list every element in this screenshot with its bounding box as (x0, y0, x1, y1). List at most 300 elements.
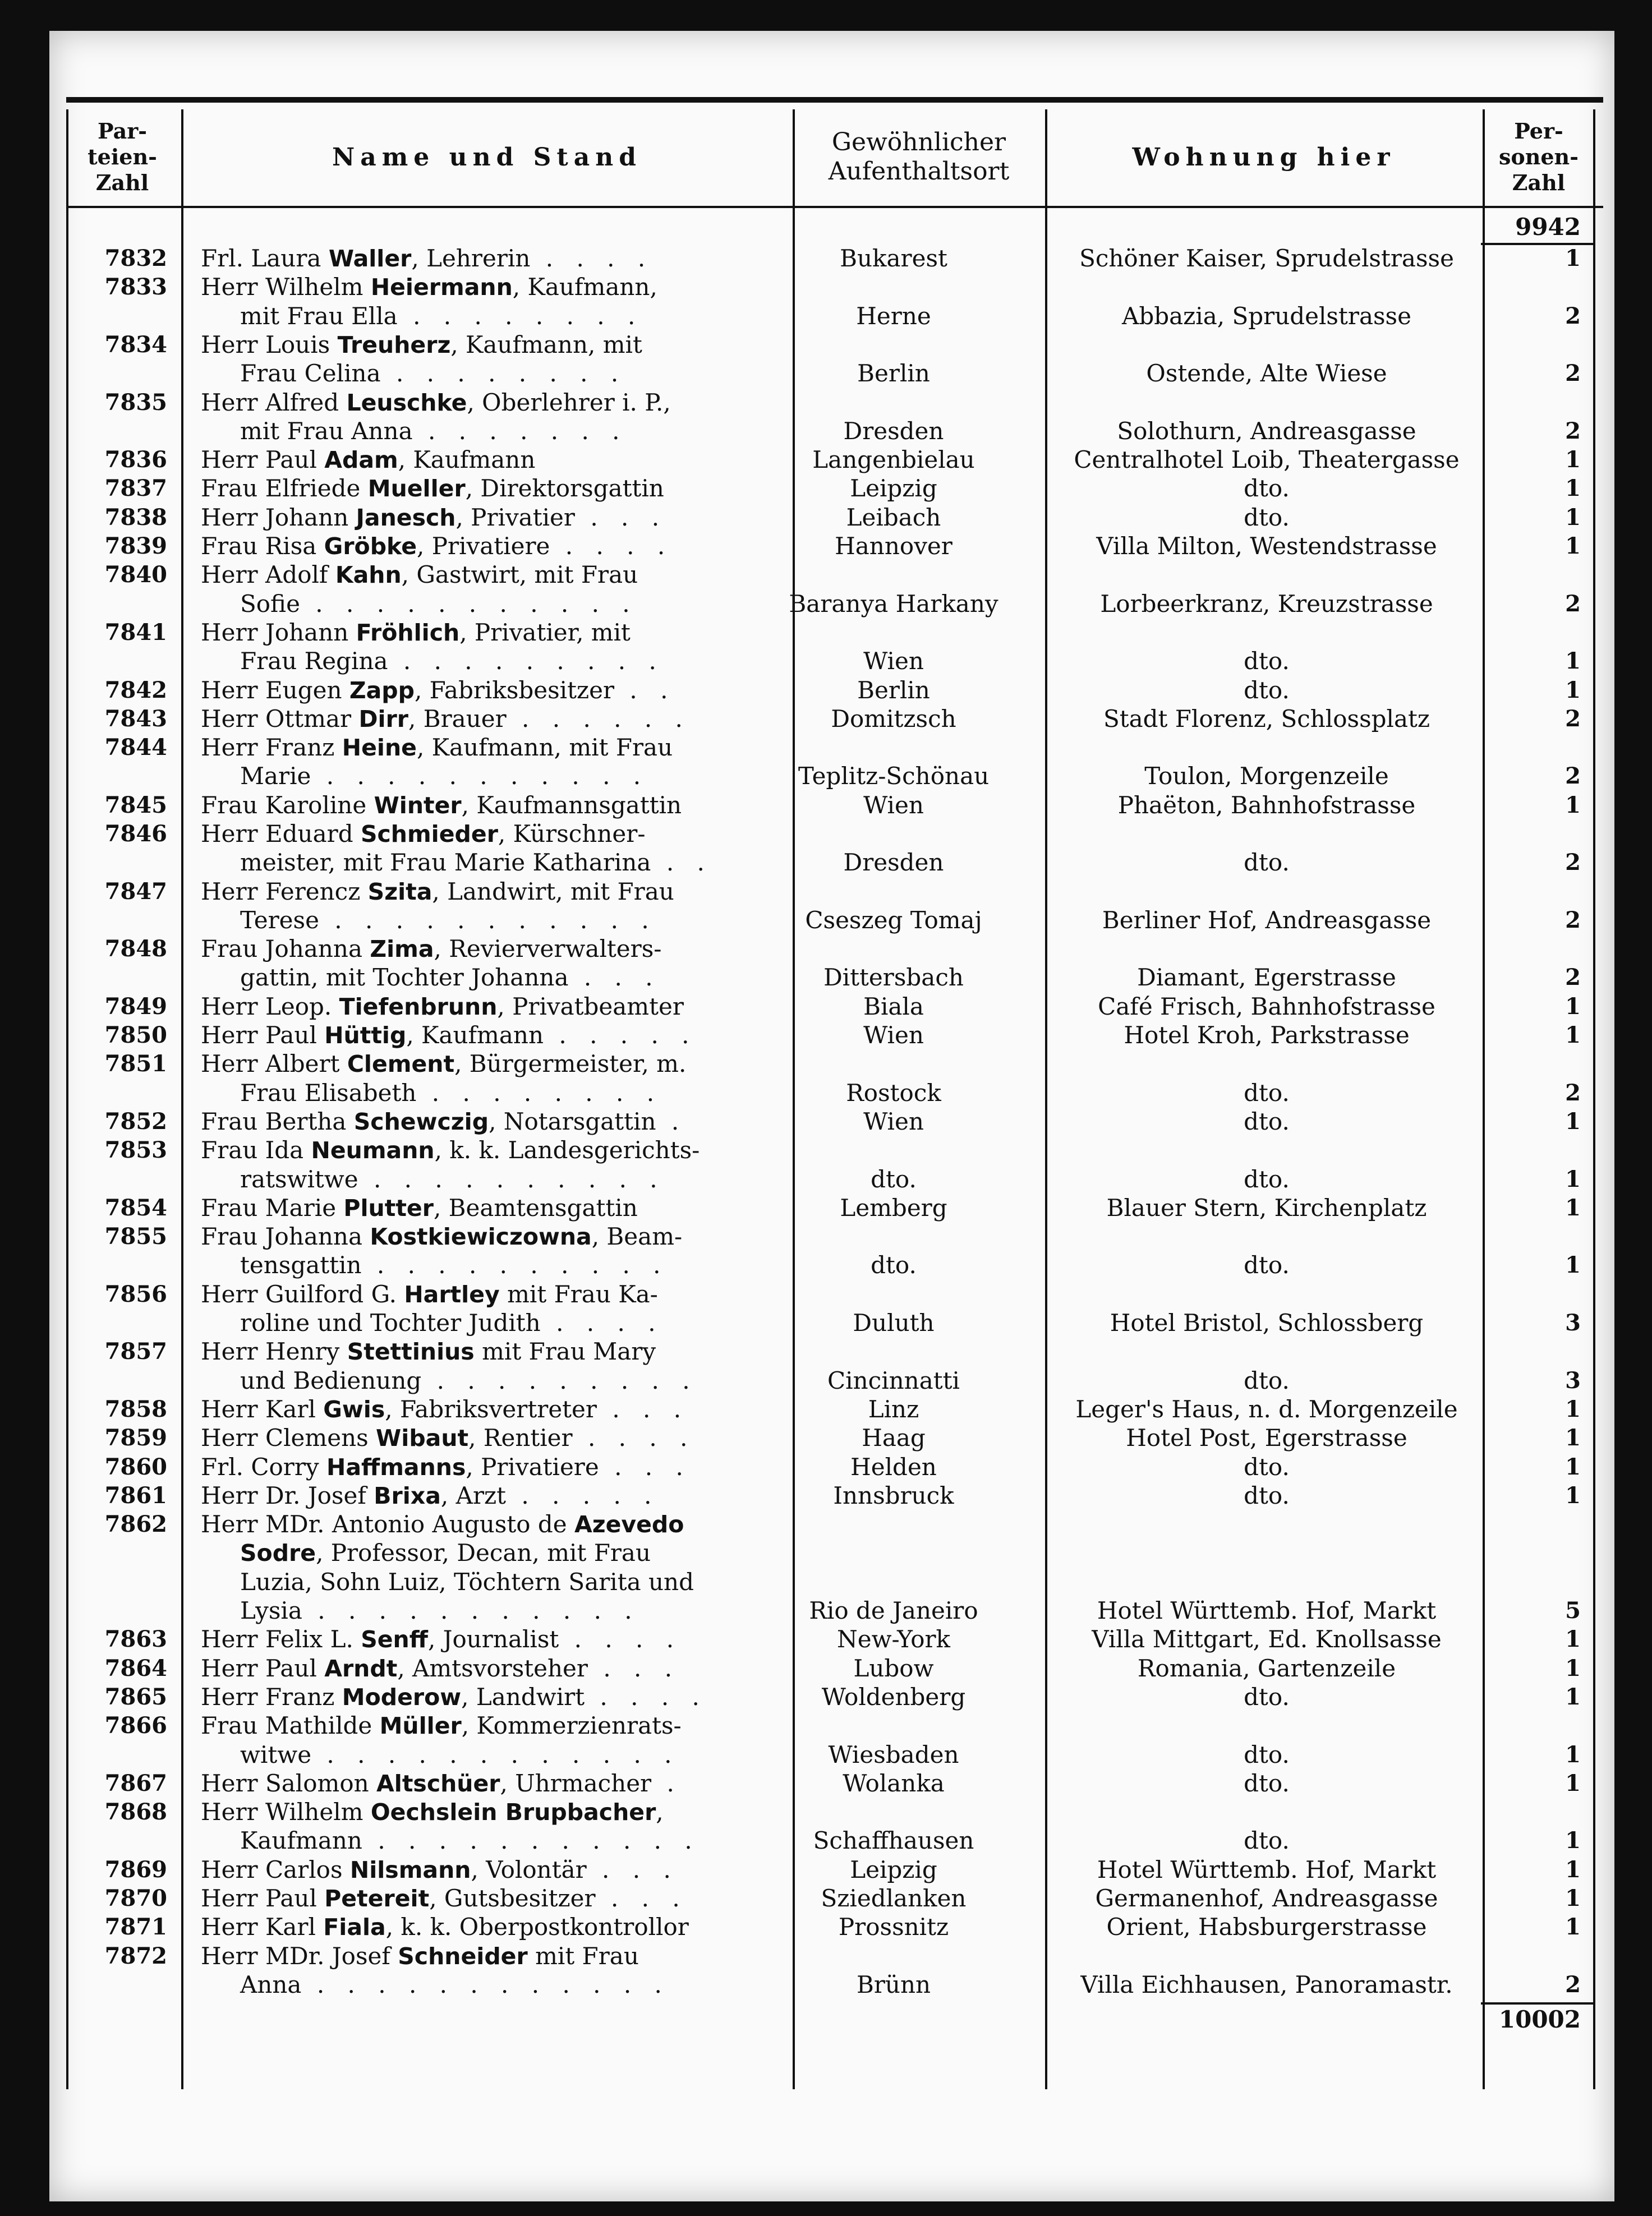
usual-residence: Wien (863, 791, 924, 819)
local-address: dto. (1244, 503, 1290, 531)
guest-name-status (201, 733, 762, 791)
party-number: 7842 (104, 676, 167, 703)
name-prefix: Herr Dr. Josef (201, 1481, 374, 1509)
name-prefix: Herr Johann (201, 618, 356, 646)
surname: Waller (328, 245, 412, 272)
guest-name-status (201, 1942, 762, 2000)
name-prefix: Herr Wilhelm (201, 1798, 371, 1826)
register-row (49, 1453, 1614, 1481)
name-prefix: Herr Ottmar (201, 704, 359, 732)
register-row (49, 1769, 1614, 1798)
name-line (201, 1049, 762, 1078)
name-suffix: , Kaufmannsgattin (461, 791, 682, 819)
person-count: 1 (1565, 648, 1581, 675)
header-persons-line1: Per- (1514, 118, 1563, 144)
name-line (201, 1021, 762, 1049)
party-number: 7837 (104, 475, 167, 502)
name-prefix: Frau Johanna (201, 1223, 370, 1251)
surname: Hüttig (324, 1022, 407, 1049)
party-number: 7852 (104, 1108, 167, 1135)
name-prefix: Herr Eduard (201, 820, 361, 847)
person-count: 3 (1565, 1367, 1581, 1394)
name-line (201, 1079, 762, 1107)
guest-name-status (201, 1423, 762, 1452)
name-prefix: Herr Adolf (201, 561, 335, 589)
name-prefix: Herr Albert (201, 1050, 347, 1078)
register-row (49, 1107, 1614, 1136)
local-address: Café Frisch, Bahnhofstrasse (1098, 992, 1435, 1020)
header-name-status-label: Name und Stand (332, 142, 642, 172)
party-number: 7863 (104, 1626, 167, 1653)
local-address: Villa Milton, Westendstrasse (1096, 532, 1437, 560)
person-count: 1 (1565, 1252, 1581, 1279)
register-row (49, 1654, 1614, 1683)
guest-name-status (201, 1654, 762, 1683)
name-prefix: Frau Elfriede (201, 474, 368, 503)
guest-name-status (201, 1453, 762, 1481)
name-line (201, 417, 762, 445)
surname: Heiermann (370, 274, 513, 301)
guest-name-status (201, 1798, 762, 1855)
person-count: 1 (1565, 1453, 1581, 1480)
party-number: 7861 (104, 1482, 167, 1509)
usual-residence: Wien (863, 1108, 924, 1135)
final-total: 10002 (1498, 2006, 1581, 2034)
local-address: Hotel Württemb. Hof, Markt (1097, 1855, 1437, 1883)
leader-dots: . . . . . . . . . . (361, 1251, 669, 1279)
name-line (201, 330, 762, 359)
local-address: Villa Mittgart, Ed. Knollsasse (1092, 1625, 1442, 1653)
name-line (201, 359, 762, 388)
name-line (201, 474, 762, 503)
party-number: 7865 (104, 1684, 167, 1710)
party-number: 7869 (104, 1856, 167, 1883)
local-address: dto. (1244, 676, 1290, 704)
person-count: 1 (1565, 1194, 1581, 1221)
name-suffix: , Lehrerin (411, 245, 531, 272)
register-row (49, 503, 1614, 532)
surname: Heine (342, 734, 417, 762)
header-name-status (184, 109, 790, 205)
local-address: Blauer Stern, Kirchenplatz (1106, 1194, 1427, 1222)
usual-residence: Langenbielau (812, 446, 975, 474)
local-address: Hotel Kroh, Parkstrasse (1124, 1021, 1410, 1049)
surname: Kahn (335, 561, 402, 589)
leader-dots: . (651, 1769, 682, 1797)
name-prefix: Frau Elisabeth (240, 1079, 417, 1107)
guest-name-status (201, 1855, 762, 1884)
name-prefix: Herr Louis (201, 330, 338, 358)
name-prefix: Kaufmann (240, 1827, 362, 1855)
register-row (49, 934, 1614, 992)
name-line (201, 877, 762, 906)
register-row (49, 273, 1614, 330)
local-address: Romania, Gartenzeile (1137, 1654, 1396, 1682)
name-prefix: Frau Mathilde (201, 1712, 380, 1740)
guest-name-status (201, 388, 762, 446)
name-line (201, 1165, 762, 1194)
local-address: Hotel Post, Egerstrasse (1126, 1424, 1407, 1452)
register-row (49, 704, 1614, 733)
name-prefix: Herr Paul (201, 446, 325, 474)
local-address: Stadt Florenz, Schlossplatz (1103, 704, 1430, 732)
register-row (49, 1683, 1614, 1711)
surname: Kostkiewiczowna (370, 1223, 592, 1251)
person-count: 1 (1565, 1396, 1581, 1422)
surname: Schneider (398, 1942, 528, 1970)
name-suffix: , Volontär (471, 1855, 587, 1883)
guest-name-status (201, 1194, 762, 1222)
usual-residence: dto. (871, 1251, 917, 1279)
local-address: dto. (1244, 1165, 1290, 1193)
name-prefix: Herr MDr. Antonio Augusto de (201, 1510, 574, 1538)
guest-name-status (201, 1136, 762, 1194)
surname: Petereit (324, 1885, 430, 1913)
name-prefix: Herr Paul (201, 1654, 325, 1682)
leader-dots: . . . . (540, 1309, 664, 1337)
name-prefix: Frau Bertha (201, 1108, 354, 1135)
header-rule (66, 206, 1603, 208)
name-line (201, 934, 762, 963)
leader-dots: . . . (596, 1395, 689, 1423)
party-number: 7843 (104, 705, 167, 732)
name-prefix: mit Frau Anna (240, 417, 413, 445)
person-count: 2 (1565, 849, 1581, 876)
local-address: dto. (1244, 1251, 1290, 1279)
register-row (49, 733, 1614, 791)
party-number: 7867 (104, 1770, 167, 1796)
name-line (201, 1107, 762, 1136)
leader-dots: . . . . . . . . . . . (319, 906, 657, 934)
guest-name-status (201, 676, 762, 704)
guest-name-status (201, 1395, 762, 1423)
name-line (201, 1769, 762, 1798)
name-line (201, 762, 762, 790)
party-number: 7853 (104, 1137, 167, 1164)
name-line (201, 1596, 762, 1625)
register-row (49, 1021, 1614, 1049)
guest-name-status (201, 273, 762, 330)
usual-residence: Biala (863, 992, 924, 1020)
person-count: 1 (1565, 1108, 1581, 1135)
party-number: 7868 (104, 1799, 167, 1826)
name-suffix: , k. k. Landesgerichts- (434, 1136, 700, 1164)
name-suffix: , Revierverwalters- (434, 935, 662, 963)
surname: Brixa (374, 1482, 441, 1509)
name-prefix: Herr Henry (201, 1338, 347, 1366)
guest-name-status (201, 330, 762, 388)
local-address: Hotel Württemb. Hof, Markt (1097, 1597, 1437, 1625)
surname: Janesch (356, 504, 456, 531)
name-prefix: Herr Clemens (201, 1424, 376, 1452)
name-prefix: Frau Regina (240, 647, 388, 675)
local-address: dto. (1244, 1366, 1290, 1394)
name-prefix: Herr Carlos (201, 1855, 350, 1883)
party-number: 7870 (104, 1885, 167, 1912)
name-line (201, 503, 762, 532)
local-address: dto. (1244, 1827, 1290, 1855)
guest-name-status (201, 560, 762, 618)
surname: Adam (324, 446, 398, 474)
usual-residence: Brünn (856, 1970, 931, 1998)
leader-dots: . . . . (530, 245, 654, 272)
name-suffix: , Professor, Decan, mit Frau (316, 1539, 651, 1567)
name-suffix: , Gastwirt, mit Frau (401, 561, 638, 589)
party-number: 7871 (104, 1914, 167, 1941)
name-suffix: , Uhrmacher (500, 1769, 652, 1797)
party-number: 7833 (104, 274, 167, 301)
register-row (49, 1136, 1614, 1194)
name-suffix: , Kaufmann, mit Frau (416, 734, 673, 762)
register-row (49, 532, 1614, 560)
name-suffix: , Privatiere (417, 532, 550, 560)
name-prefix: Herr Paul (201, 1021, 325, 1049)
name-line (201, 1568, 762, 1596)
surname: Fröhlich (356, 619, 460, 646)
name-line (201, 1538, 762, 1567)
name-line (201, 1855, 762, 1884)
header-origin-line2: Aufenthaltsort (828, 157, 1010, 186)
header-persons-line3: Zahl (1512, 170, 1566, 195)
usual-residence: Leibach (846, 503, 941, 531)
local-address: dto. (1244, 647, 1290, 675)
leader-dots: . . . . . . . . . . . (311, 762, 649, 790)
name-line (201, 1251, 762, 1279)
name-prefix: Frl. Corry (201, 1453, 327, 1481)
name-line (201, 1280, 762, 1309)
surname: Azevedo (574, 1511, 684, 1538)
guest-name-status (201, 1769, 762, 1798)
name-line (201, 1309, 762, 1337)
local-address: dto. (1244, 474, 1290, 503)
header-persons (1485, 109, 1592, 205)
leader-dots: . . . . . . . . . (421, 1366, 698, 1394)
name-line (201, 1395, 762, 1423)
name-suffix: , Kaufmann, (512, 273, 657, 301)
name-line (201, 302, 762, 330)
usual-residence: Berlin (857, 360, 930, 388)
name-line (201, 1337, 762, 1366)
local-address: Solothurn, Andreasgasse (1117, 417, 1416, 445)
guest-name-status (201, 532, 762, 560)
usual-residence: Haag (862, 1424, 926, 1452)
name-prefix: Herr Ferencz (201, 877, 368, 905)
surname: Schewczig (353, 1108, 489, 1135)
usual-residence: Wiesbaden (828, 1740, 959, 1768)
leader-dots: . . . . . . (506, 704, 691, 732)
name-prefix: Terese (240, 906, 319, 934)
person-count: 1 (1565, 1856, 1581, 1883)
name-prefix: Anna (240, 1970, 302, 1998)
usual-residence: dto. (871, 1165, 917, 1193)
name-prefix: Marie (240, 762, 311, 790)
name-prefix: Herr Salomon (201, 1769, 377, 1797)
local-address: dto. (1244, 1079, 1290, 1107)
surname: Zapp (349, 676, 415, 704)
party-number: 7864 (104, 1655, 167, 1681)
usual-residence: Dresden (843, 417, 944, 445)
person-count: 1 (1565, 1885, 1581, 1912)
usual-residence: Cincinnatti (827, 1366, 960, 1394)
name-line (201, 647, 762, 675)
guest-name-status (201, 445, 762, 474)
person-count: 5 (1565, 1597, 1581, 1624)
top-rule (66, 97, 1603, 103)
surname: Gröbke (324, 533, 417, 560)
usual-residence: Prossnitz (838, 1913, 949, 1941)
usual-residence: Bukarest (840, 245, 947, 272)
name-line (201, 1654, 762, 1683)
usual-residence: Wolanka (843, 1769, 945, 1797)
local-address: Abbazia, Sprudelstrasse (1122, 302, 1411, 330)
local-address: Lorbeerkranz, Kreuzstrasse (1100, 589, 1433, 618)
guest-name-status (201, 1222, 762, 1280)
guest-name-status (201, 503, 762, 532)
leader-dots: . . . . . . . . (397, 302, 643, 330)
leader-dots: . . . (568, 964, 661, 992)
usual-residence: Rio de Janeiro (809, 1597, 978, 1625)
surname: Oechslein Brupbacher (370, 1799, 656, 1826)
party-number: 7839 (104, 533, 167, 559)
party-number: 7841 (104, 619, 167, 646)
usual-residence: Linz (868, 1395, 919, 1423)
person-count: 1 (1565, 1425, 1581, 1452)
local-address: Diamant, Egerstrasse (1137, 964, 1396, 992)
guest-name-status (201, 1049, 762, 1107)
usual-residence: Wien (863, 647, 924, 675)
guest-name-status (201, 1280, 762, 1338)
person-count: 2 (1565, 705, 1581, 732)
surname: Leuschke (346, 389, 467, 416)
person-count: 1 (1565, 1022, 1581, 1049)
name-line (201, 963, 762, 992)
name-line (201, 1136, 762, 1164)
guest-name-status (201, 877, 762, 935)
guest-name-status (201, 1913, 762, 1941)
party-number: 7850 (104, 1022, 167, 1049)
register-row (49, 388, 1614, 446)
name-line (201, 618, 762, 647)
header-persons-line2: sonen- (1499, 144, 1579, 169)
surname: Treuherz (337, 331, 451, 358)
name-prefix: Frau Marie (201, 1194, 344, 1222)
local-address: Hotel Bristol, Schlossberg (1110, 1309, 1424, 1337)
usual-residence: Baranya Harkany (789, 589, 998, 618)
header-origin (795, 109, 1042, 205)
usual-residence: Wien (863, 1021, 924, 1049)
name-line (201, 1798, 762, 1826)
name-line (201, 589, 762, 618)
surname: Zima (370, 936, 434, 963)
surname: Mueller (367, 475, 466, 503)
usual-residence: Lemberg (840, 1194, 947, 1222)
register-row (49, 1280, 1614, 1338)
person-count: 1 (1565, 1655, 1581, 1681)
guest-name-status (201, 474, 762, 503)
register-row (49, 676, 1614, 704)
name-suffix: , Rentier (468, 1424, 573, 1452)
party-number: 7866 (104, 1712, 167, 1739)
register-row (49, 560, 1614, 618)
person-count: 3 (1565, 1310, 1581, 1337)
person-count: 2 (1565, 360, 1581, 387)
usual-residence: Rostock (846, 1079, 941, 1107)
party-number: 7834 (104, 331, 167, 358)
register-row (49, 445, 1614, 474)
name-line (201, 819, 762, 848)
header-origin-line1: Gewöhnlicher (831, 128, 1006, 156)
surname: Plutter (343, 1194, 434, 1222)
party-number: 7838 (104, 504, 167, 531)
name-suffix: mit Frau (527, 1942, 639, 1970)
name-suffix: , Journalist (427, 1625, 559, 1653)
name-line (201, 1481, 762, 1510)
name-suffix: , Kommerzienrats- (461, 1712, 682, 1740)
name-prefix: meister, mit Frau Marie Katharina (240, 849, 651, 877)
leader-dots: . . . . (559, 1625, 682, 1653)
person-count: 1 (1565, 676, 1581, 703)
carry-over-total: 9942 (1515, 213, 1581, 241)
name-suffix: , Privatiere (466, 1453, 599, 1481)
party-number: 7846 (104, 821, 167, 847)
name-line (201, 704, 762, 733)
surname: Winter (374, 791, 462, 819)
name-suffix: , Oberlehrer i. P., (467, 388, 671, 416)
leader-dots: . . . . . . . . . . . (362, 1827, 700, 1855)
usual-residence: Leipzig (850, 474, 937, 503)
header-party-line2: teien- (88, 144, 157, 169)
header-party-number (66, 109, 178, 205)
name-line (201, 848, 762, 877)
leader-dots: . . . . . (544, 1021, 697, 1049)
name-prefix: witwe (240, 1740, 312, 1768)
name-prefix: Herr MDr. Josef (201, 1942, 398, 1970)
leader-dots: . . (651, 849, 712, 877)
usual-residence: Hannover (835, 532, 952, 560)
guest-name-status (201, 1021, 762, 1049)
local-address: Schöner Kaiser, Sprudelstrasse (1079, 245, 1454, 272)
name-suffix: , Privatier, mit (459, 618, 631, 646)
name-suffix: , Kaufmann (406, 1021, 544, 1049)
name-prefix: Herr Franz (201, 1683, 342, 1711)
guest-name-status (201, 1683, 762, 1711)
surname: Fiala (323, 1914, 386, 1941)
leader-dots: . . . . . . . . . . (358, 1165, 665, 1193)
guest-name-status (201, 1625, 762, 1653)
register-row (49, 1942, 1614, 2000)
name-line (201, 1194, 762, 1222)
name-prefix: Lysia (240, 1597, 302, 1625)
name-prefix: Herr Karl (201, 1395, 324, 1423)
name-line (201, 445, 762, 474)
surname: Schmieder (360, 821, 498, 847)
guest-name-status (201, 791, 762, 819)
name-prefix: Herr Franz (201, 734, 342, 762)
name-suffix: , Direktorsgattin (465, 474, 664, 503)
register-row (49, 330, 1614, 388)
local-address: Ostende, Alte Wiese (1146, 360, 1387, 388)
guest-name-status (201, 244, 762, 273)
leader-dots: . . . . . . . . . . . (302, 1597, 640, 1625)
leader-dots: . . . (586, 1855, 679, 1883)
person-count: 1 (1565, 993, 1581, 1020)
person-count: 1 (1565, 1770, 1581, 1796)
usual-residence: Cseszeg Tomaj (805, 906, 982, 934)
surname: Szita (367, 878, 432, 905)
register-page (49, 31, 1614, 2201)
leader-dots: . . . (595, 1885, 688, 1913)
name-prefix: Herr Wilhelm (201, 273, 371, 301)
